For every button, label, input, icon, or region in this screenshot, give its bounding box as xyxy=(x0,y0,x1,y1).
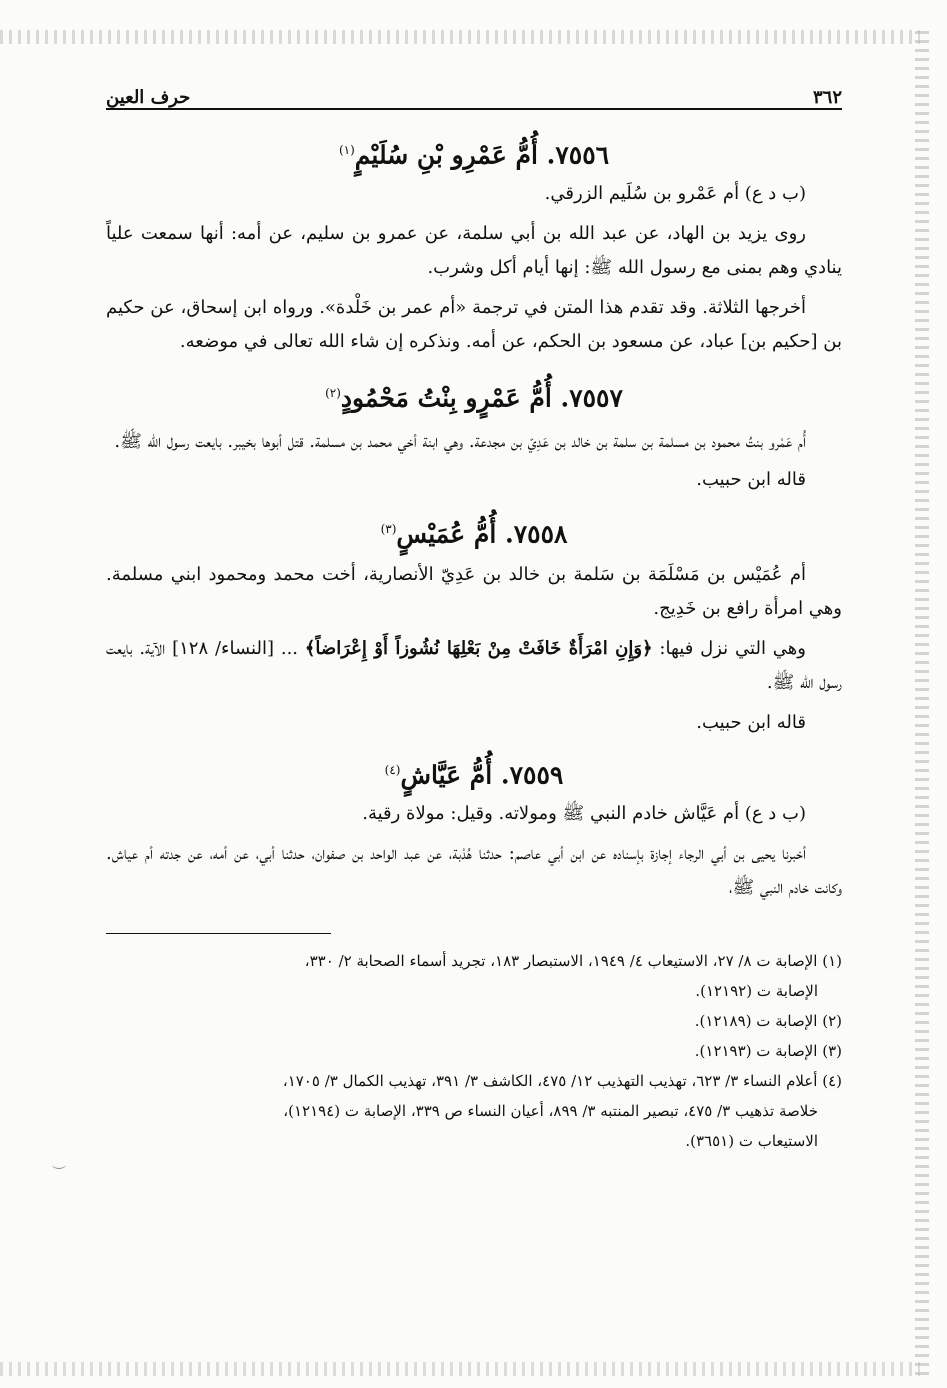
quran-verse: ﴿وَإِنِ امْرَأَةٌ خَافَتْ مِنْ بَعْلِهَا نُشُوزاً أَوْ إِعْرَاضاً﴾ xyxy=(304,637,653,659)
entry-title: ٧٥٥٩. أُمُّ عَيَّاشٍ$^{(٤)}$ xyxy=(384,760,564,790)
running-head xyxy=(106,70,842,110)
entry-paragraph: (ب د ع) أم عَيَّاش خادم النبي ﷺ ومولاته. وقيل: مولاة رقية. xyxy=(362,803,806,825)
footnote-rule xyxy=(106,933,331,934)
page xyxy=(106,70,842,1156)
footnote-1-cont: الإصابة ت (١٢١٩٢). xyxy=(695,982,818,1001)
entry-paragraph: أخرجها الثلاثة. وقد تقدم هذا المتن في ترجمة «أم عمر بن خَلْدة». ورواه ابن إسحاق، عن حكيم بن [حكيم بن] عباد، عن مسعود بن الحكم، عن أمه. ونذكره إن شاء الله تعالى في موضعه. xyxy=(106,297,842,353)
quran-paragraph: وهي التي نزل فيها: ﴿وَإِنِ امْرَأَةٌ خَافَتْ مِنْ بَعْلِهَا نُشُوزاً أَوْ إِعْرَاضاً﴾ ... [النساء/ ١٢٨] الآية. بايعت رسول الله ﷺ. xyxy=(106,637,842,693)
entry-title: ٧٥٥٦. أُمُّ عَمْرِو بْنِ سُلَيْمٍ$^{(١)}$ xyxy=(338,140,610,170)
footnote-3: (٣) الإصابة ت (١٢١٩٣). xyxy=(694,1042,842,1061)
scan-border-top xyxy=(0,30,920,44)
entry-7558 xyxy=(106,511,842,740)
footnote-ref: (١) xyxy=(338,143,355,157)
entry-paragraph: قاله ابن حبيب. xyxy=(696,711,806,733)
scan-stain xyxy=(52,1160,66,1169)
entry-paragraph: (ب د ع) أم عَمْرو بن سُلَيم الزرقي. xyxy=(544,183,806,205)
footnote-1: (١) الإصابة ت ٨/ ٢٧، الاستيعاب ٤/ ١٩٤٩، الاستبصار ١٨٣، تجريد أسماء الصحابة ٢/ ٣٣٠، xyxy=(304,952,842,971)
footnote-4: (٤) أعلام النساء ٣/ ٦٢٣، تهذيب التهذيب ١٢/ ٤٧٥، الكاشف ٣/ ٣٩١، تهذيب الكمال ٣/ ١٧٠٥، xyxy=(282,1072,842,1091)
footnote-ref: (٢) xyxy=(325,386,341,401)
entry-paragraph: أُم عَمْرو بنتُ محمود بن مسلمة بن سلمة بن خالد بن عَدِيّ بن مجدعة. وهي ابنة أخي محمد بن مسلمة. قتل أبوها بخيبر. بايعت رسول الله ﷺ. xyxy=(114,430,806,452)
scan-border-bottom xyxy=(0,1362,920,1376)
footnote-4-cont: الاستيعاب ت (٣٦٥١). xyxy=(685,1132,818,1151)
entry-paragraph: أخبرنا يحيى بن أبي الرجاء إجازة بإسناده عن ابن أبي عاصم: حدثنا هُدْبة، عن عبد الواحد بن صفوان، حدثنا أبي، عن أمه، عن جدته أم عياش. وكانت خادم النبي ﷺ، xyxy=(106,843,842,899)
chapter-title: حرف العين xyxy=(106,87,191,108)
entry-7556 xyxy=(106,132,842,359)
page-number: ٣٦٢ xyxy=(812,87,842,108)
scan-border-right xyxy=(915,30,929,1375)
footnote-4-cont: خلاصة تذهيب ٣/ ٤٧٥، تبصير المنتبه ٣/ ٨٩٩، أعيان النساء ص ٣٣٩، الإصابة ت (١٢١٩٤)، xyxy=(283,1102,818,1121)
footnote-2: (٢) الإصابة ت (١٢١٨٩). xyxy=(694,1012,842,1031)
entry-title: ٧٥٥٧. أُمُّ عَمْرٍو بِنْتُ مَحْمُودٍ$^{(٢)}$ xyxy=(325,383,623,413)
entry-title: ٧٥٥٨. أُمُّ عُمَيْسٍ$^{(٣)}$ xyxy=(380,518,568,548)
entry-paragraph: قاله ابن حبيب. xyxy=(696,468,806,490)
footnotes xyxy=(106,946,842,1156)
entry-paragraph: روى يزيد بن الهاد، عن عبد الله بن أبي سلمة، عن عمرو بن سليم، عن أمه: أنها سمعت علياً ينادي وهم بمنى مع رسول الله ﷺ: إنها أيام أكل وشرب. xyxy=(106,223,842,279)
entry-7557 xyxy=(106,375,842,496)
footnote-ref: (٣) xyxy=(380,521,397,536)
footnote-ref: (٤) xyxy=(384,762,401,777)
entry-paragraph: أم عُمَيْس بن مَسْلَمَة بن سَلمة بن خالد بن عَدِيّ الأنصارية، أخت محمد ومحمود ابني مسلمة. وهي امرأة رافع بن خَدِيج. xyxy=(106,563,842,619)
entry-7559 xyxy=(106,752,842,905)
